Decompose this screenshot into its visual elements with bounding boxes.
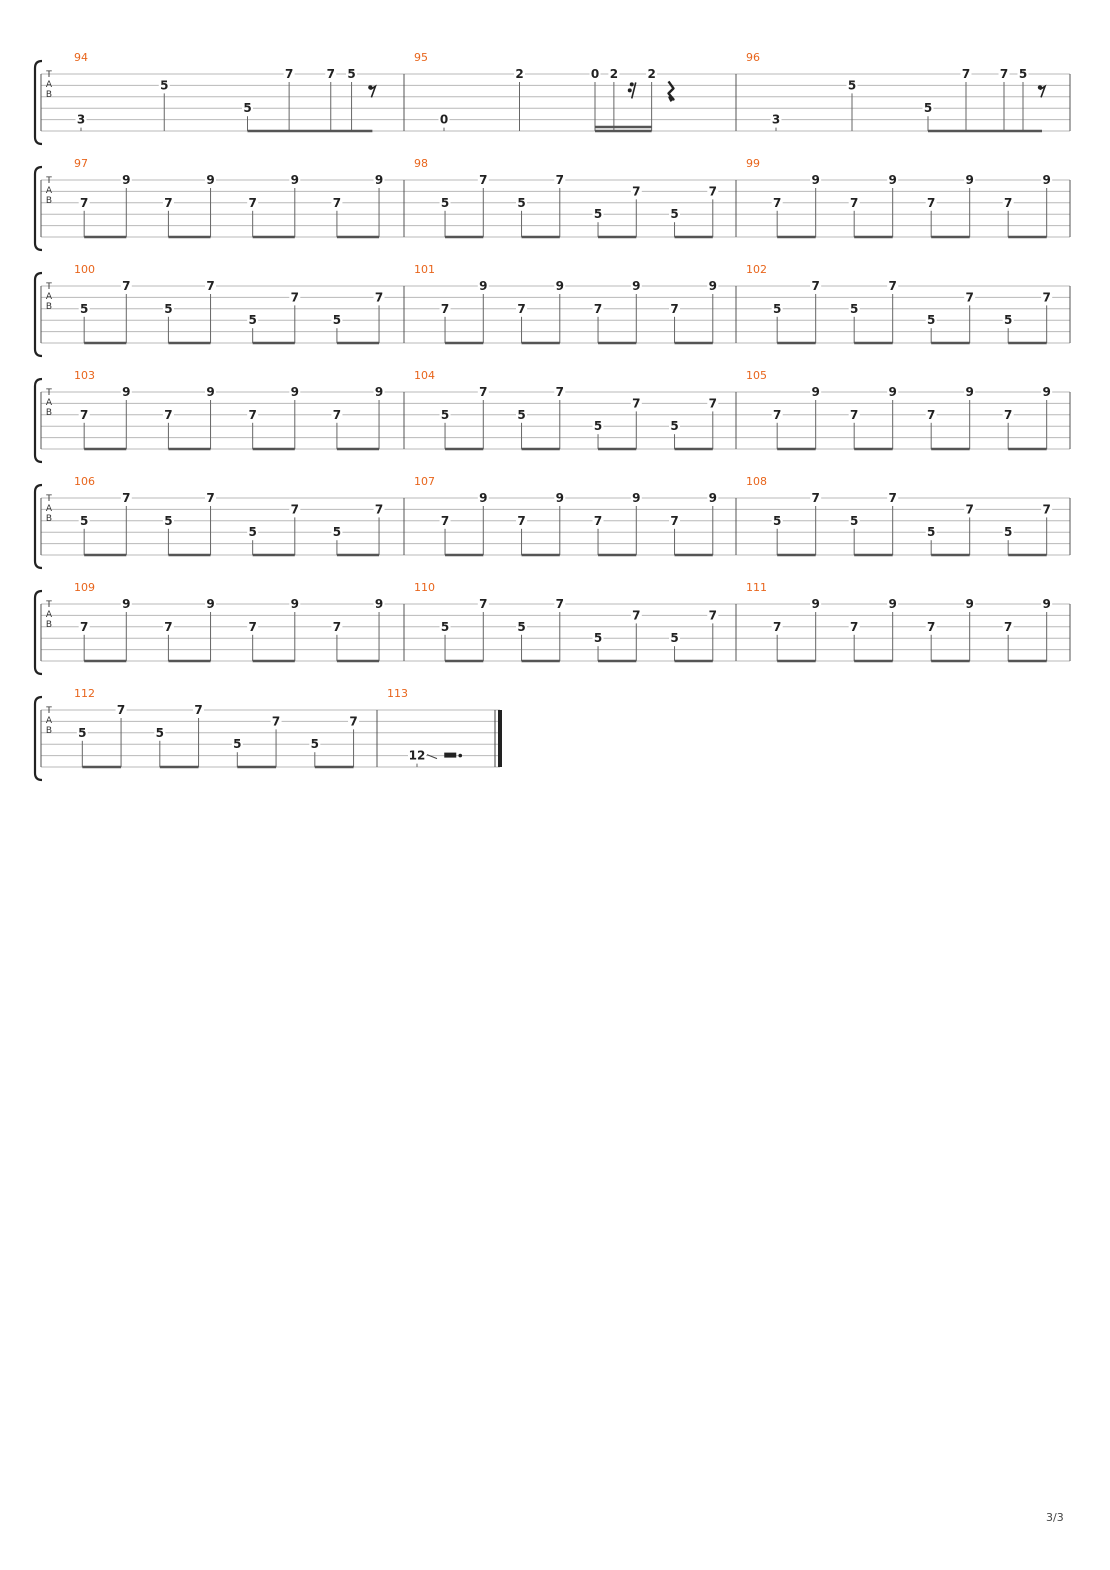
fret-number: 9 <box>206 385 215 399</box>
measure-number: 102 <box>746 263 767 276</box>
fret-number: 7 <box>772 619 782 634</box>
fret-number: 9 <box>632 491 641 505</box>
measure-number: 101 <box>414 263 435 276</box>
fret-number: 5 <box>849 513 859 528</box>
tab-clef-letter: B <box>45 302 53 312</box>
fret-number: 5 <box>164 301 173 316</box>
measure-102 <box>772 279 1053 343</box>
measure-105 <box>772 385 1053 449</box>
fret-number: 5 <box>233 737 242 752</box>
tab-clef-letter: B <box>45 408 53 418</box>
measure-113 <box>408 749 462 767</box>
measure-number: 94 <box>74 51 88 64</box>
fret-number: 9 <box>1042 385 1051 399</box>
fret-number: 7 <box>440 301 450 316</box>
fret-number: 7 <box>926 195 936 210</box>
measure-99 <box>772 173 1053 237</box>
fret-number: 7 <box>632 184 641 199</box>
fret-number: 9 <box>290 597 299 611</box>
tab-clef-letter: A <box>45 292 53 302</box>
quarter-rest <box>669 81 674 101</box>
fret-number: 5 <box>926 525 936 540</box>
fret-number: 7 <box>374 290 384 305</box>
eighth-rest-stroke <box>1040 86 1045 97</box>
page-number: 3/3 <box>1046 1511 1064 1524</box>
fret-number: 5 <box>79 513 89 528</box>
eighth-rest-stroke <box>370 86 375 97</box>
fret-number: 7 <box>961 67 971 81</box>
fret-number: 9 <box>479 279 488 293</box>
fret-number: 5 <box>248 313 257 328</box>
fret-number: 5 <box>517 407 526 422</box>
fret-number: 7 <box>122 491 131 505</box>
fret-number: 7 <box>517 513 526 528</box>
fret-number: 7 <box>479 385 488 399</box>
fret-number: 9 <box>811 385 820 399</box>
measure-number: 97 <box>74 157 88 170</box>
fret-number: 9 <box>888 173 897 187</box>
fret-number: 9 <box>122 385 131 399</box>
fret-number: 3 <box>771 112 781 127</box>
tab-clef-letter: B <box>45 726 53 736</box>
fret-number: 5 <box>1018 67 1028 81</box>
fret-number: 5 <box>849 301 859 316</box>
fret-number: 9 <box>374 385 384 399</box>
measure-108 <box>772 491 1053 555</box>
tab-staff-system-6 <box>35 687 500 780</box>
measure-number: 108 <box>746 475 767 488</box>
fret-number: 9 <box>811 597 820 611</box>
fret-number: 7 <box>284 67 294 81</box>
fret-number: 5 <box>772 513 782 528</box>
fret-number: 5 <box>926 313 936 328</box>
fret-number: 5 <box>1003 313 1013 328</box>
measure-number: 95 <box>414 51 428 64</box>
measure-109 <box>79 597 385 661</box>
fret-number: 7 <box>811 491 820 505</box>
measure-number: 110 <box>414 581 435 594</box>
fret-number: 9 <box>374 597 384 611</box>
tab-clef-letter: B <box>45 90 53 100</box>
fret-number: 7 <box>79 619 89 634</box>
measure-103 <box>79 385 385 449</box>
fret-number: 9 <box>632 279 641 293</box>
fret-number: 9 <box>888 385 897 399</box>
tab-clef-letter: A <box>45 80 53 90</box>
tab-clef-letter: T <box>46 282 52 292</box>
fret-number: 3 <box>76 112 86 127</box>
fret-number: 7 <box>593 513 603 528</box>
measure-112 <box>77 703 359 767</box>
fret-number: 7 <box>708 608 717 623</box>
tab-clef-letter: A <box>45 610 53 620</box>
fret-number: 9 <box>374 173 384 187</box>
tab-clef-letter: T <box>46 706 52 716</box>
fret-number: 5 <box>517 195 526 210</box>
fret-number: 7 <box>164 407 173 422</box>
fret-number: 0 <box>439 112 449 127</box>
fret-number: 7 <box>332 407 342 422</box>
fret-number: 9 <box>708 279 717 293</box>
fret-number: 7 <box>440 513 450 528</box>
fret-number: 5 <box>670 631 679 646</box>
tab-staff-system-2 <box>35 263 1070 356</box>
fret-number: 5 <box>670 419 679 434</box>
fret-number: 7 <box>849 195 859 210</box>
fret-number: 7 <box>326 67 335 81</box>
tab-staff-system-4 <box>35 475 1070 568</box>
fret-number: 7 <box>194 703 203 717</box>
fret-number: 5 <box>847 78 857 93</box>
tab-staff-system-1 <box>35 157 1070 250</box>
fret-number: 5 <box>347 67 356 81</box>
measure-94 <box>76 67 376 131</box>
fret-number: 5 <box>593 419 603 434</box>
tab-clef-letter: T <box>46 70 52 80</box>
fret-number: 7 <box>670 513 679 528</box>
tab-clef-letter: A <box>45 504 53 514</box>
fret-number: 9 <box>206 597 215 611</box>
measure-number: 98 <box>414 157 428 170</box>
fret-number: 7 <box>965 502 974 517</box>
fret-number: 9 <box>708 491 717 505</box>
fret-number: 7 <box>772 407 782 422</box>
tab-clef-letter: T <box>46 388 52 398</box>
fret-number: 5 <box>440 407 450 422</box>
fret-number: 7 <box>248 195 257 210</box>
tab-clef-letter: A <box>45 186 53 196</box>
fret-number: 9 <box>122 173 131 187</box>
fret-number: 5 <box>332 313 342 328</box>
fret-number: 7 <box>632 608 641 623</box>
fret-number: 7 <box>206 279 215 293</box>
fret-number: 7 <box>479 597 488 611</box>
fret-number: 5 <box>517 619 526 634</box>
measure-106 <box>79 491 385 555</box>
fret-number: 7 <box>1003 407 1013 422</box>
fret-number: 9 <box>811 173 820 187</box>
measure-110 <box>440 597 719 661</box>
fret-number: 5 <box>155 725 164 740</box>
tab-clef-letter: A <box>45 716 53 726</box>
fret-number: 7 <box>271 714 281 729</box>
fret-number: 9 <box>965 385 974 399</box>
fret-number: 5 <box>310 737 319 752</box>
fret-number: 7 <box>632 396 641 411</box>
fret-number: 7 <box>1003 195 1013 210</box>
measure-101 <box>440 279 719 343</box>
fret-number: 7 <box>888 491 897 505</box>
fret-number: 5 <box>243 101 252 116</box>
fret-number: 7 <box>708 184 717 199</box>
fret-number: 9 <box>122 597 131 611</box>
fret-number: 7 <box>349 714 358 729</box>
tab-clef-letter: A <box>45 398 53 408</box>
fret-number: 7 <box>164 619 173 634</box>
measure-number: 104 <box>414 369 435 382</box>
fret-number: 9 <box>290 173 299 187</box>
tab-clef-letter: T <box>46 176 52 186</box>
fret-number: 7 <box>374 502 384 517</box>
fret-number: 5 <box>670 207 679 222</box>
tab-staff-system-3 <box>35 369 1070 462</box>
fret-number: 5 <box>248 525 257 540</box>
fret-number: 5 <box>923 101 933 116</box>
fret-number: 7 <box>555 385 564 399</box>
fret-number: 7 <box>122 279 131 293</box>
fret-number: 7 <box>999 67 1009 81</box>
measure-number: 112 <box>74 687 95 700</box>
tab-clef-letter: B <box>45 514 53 524</box>
fret-number: 9 <box>555 491 564 505</box>
fret-number: 5 <box>772 301 782 316</box>
fret-number: 5 <box>593 207 603 222</box>
fret-number: 7 <box>248 619 257 634</box>
fret-number: 5 <box>440 195 450 210</box>
measure-number: 96 <box>746 51 760 64</box>
fret-number: 7 <box>116 703 126 717</box>
fret-number: 7 <box>555 597 564 611</box>
measure-104 <box>440 385 719 449</box>
fret-number: 7 <box>479 173 488 187</box>
measure-number: 109 <box>74 581 95 594</box>
measure-107 <box>440 491 719 555</box>
fret-number: 12 <box>408 748 426 763</box>
sixteenth-rest-dot <box>630 82 634 86</box>
fret-number: 5 <box>332 525 342 540</box>
fret-number: 7 <box>1042 502 1051 517</box>
fret-number: 7 <box>332 195 342 210</box>
fret-number: 7 <box>965 290 974 305</box>
fret-number: 7 <box>1003 619 1013 634</box>
fret-number: 7 <box>206 491 215 505</box>
measure-100 <box>79 279 385 343</box>
fret-number: 7 <box>926 407 936 422</box>
fret-number: 7 <box>849 407 859 422</box>
fret-number: 7 <box>1042 290 1051 305</box>
fret-number: 2 <box>647 67 656 81</box>
measure-number: 105 <box>746 369 767 382</box>
fret-number: 7 <box>79 407 89 422</box>
fret-number: 7 <box>290 502 299 517</box>
fret-number: 5 <box>440 619 450 634</box>
measure-number: 107 <box>414 475 435 488</box>
fret-number: 9 <box>888 597 897 611</box>
fret-number: 2 <box>515 67 524 81</box>
fret-number: 0 <box>590 67 600 81</box>
fret-number: 9 <box>290 385 299 399</box>
measure-number: 106 <box>74 475 95 488</box>
fret-number: 7 <box>248 407 257 422</box>
tab-staff-system-5 <box>35 581 1070 674</box>
measure-number: 100 <box>74 263 95 276</box>
measure-number: 111 <box>746 581 767 594</box>
tab-staff-system-0 <box>35 51 1070 144</box>
measure-98 <box>440 173 719 237</box>
fret-number: 9 <box>555 279 564 293</box>
measure-number: 103 <box>74 369 95 382</box>
fret-number: 7 <box>772 195 782 210</box>
fret-number: 7 <box>332 619 342 634</box>
fret-number: 7 <box>926 619 936 634</box>
fret-number: 5 <box>78 725 87 740</box>
fret-number: 7 <box>593 301 603 316</box>
fret-number: 9 <box>206 173 215 187</box>
fret-number: 7 <box>517 301 526 316</box>
fret-number: 7 <box>555 173 564 187</box>
tab-clef-letter: B <box>45 196 53 206</box>
tab-clef-letter: T <box>46 600 52 610</box>
fret-number: 5 <box>164 513 173 528</box>
fret-number: 7 <box>708 396 717 411</box>
fret-number: 2 <box>609 67 619 81</box>
fret-number: 7 <box>888 279 897 293</box>
fret-number: 9 <box>479 491 488 505</box>
fret-number: 7 <box>670 301 679 316</box>
fret-number: 9 <box>965 173 974 187</box>
fret-number: 5 <box>593 631 603 646</box>
fret-number: 7 <box>79 195 89 210</box>
measure-96 <box>771 67 1046 131</box>
measure-number: 113 <box>387 687 408 700</box>
tab-clef-letter: T <box>46 494 52 504</box>
measure-97 <box>79 173 385 237</box>
measure-number: 99 <box>746 157 760 170</box>
fret-number: 7 <box>164 195 173 210</box>
fret-number: 5 <box>160 78 169 93</box>
tab-clef-letter: B <box>45 620 53 630</box>
sixteenth-rest-dot <box>628 88 632 92</box>
fret-number: 7 <box>849 619 859 634</box>
fret-number: 9 <box>1042 597 1051 611</box>
fret-number: 7 <box>290 290 299 305</box>
fret-number: 5 <box>1003 525 1013 540</box>
measure-95 <box>439 67 674 131</box>
half-rest <box>444 753 456 758</box>
fret-number: 9 <box>965 597 974 611</box>
fret-number: 7 <box>811 279 820 293</box>
measure-111 <box>772 597 1053 661</box>
fret-number: 9 <box>1042 173 1051 187</box>
fret-number: 5 <box>79 301 89 316</box>
rest-dot <box>458 754 462 758</box>
